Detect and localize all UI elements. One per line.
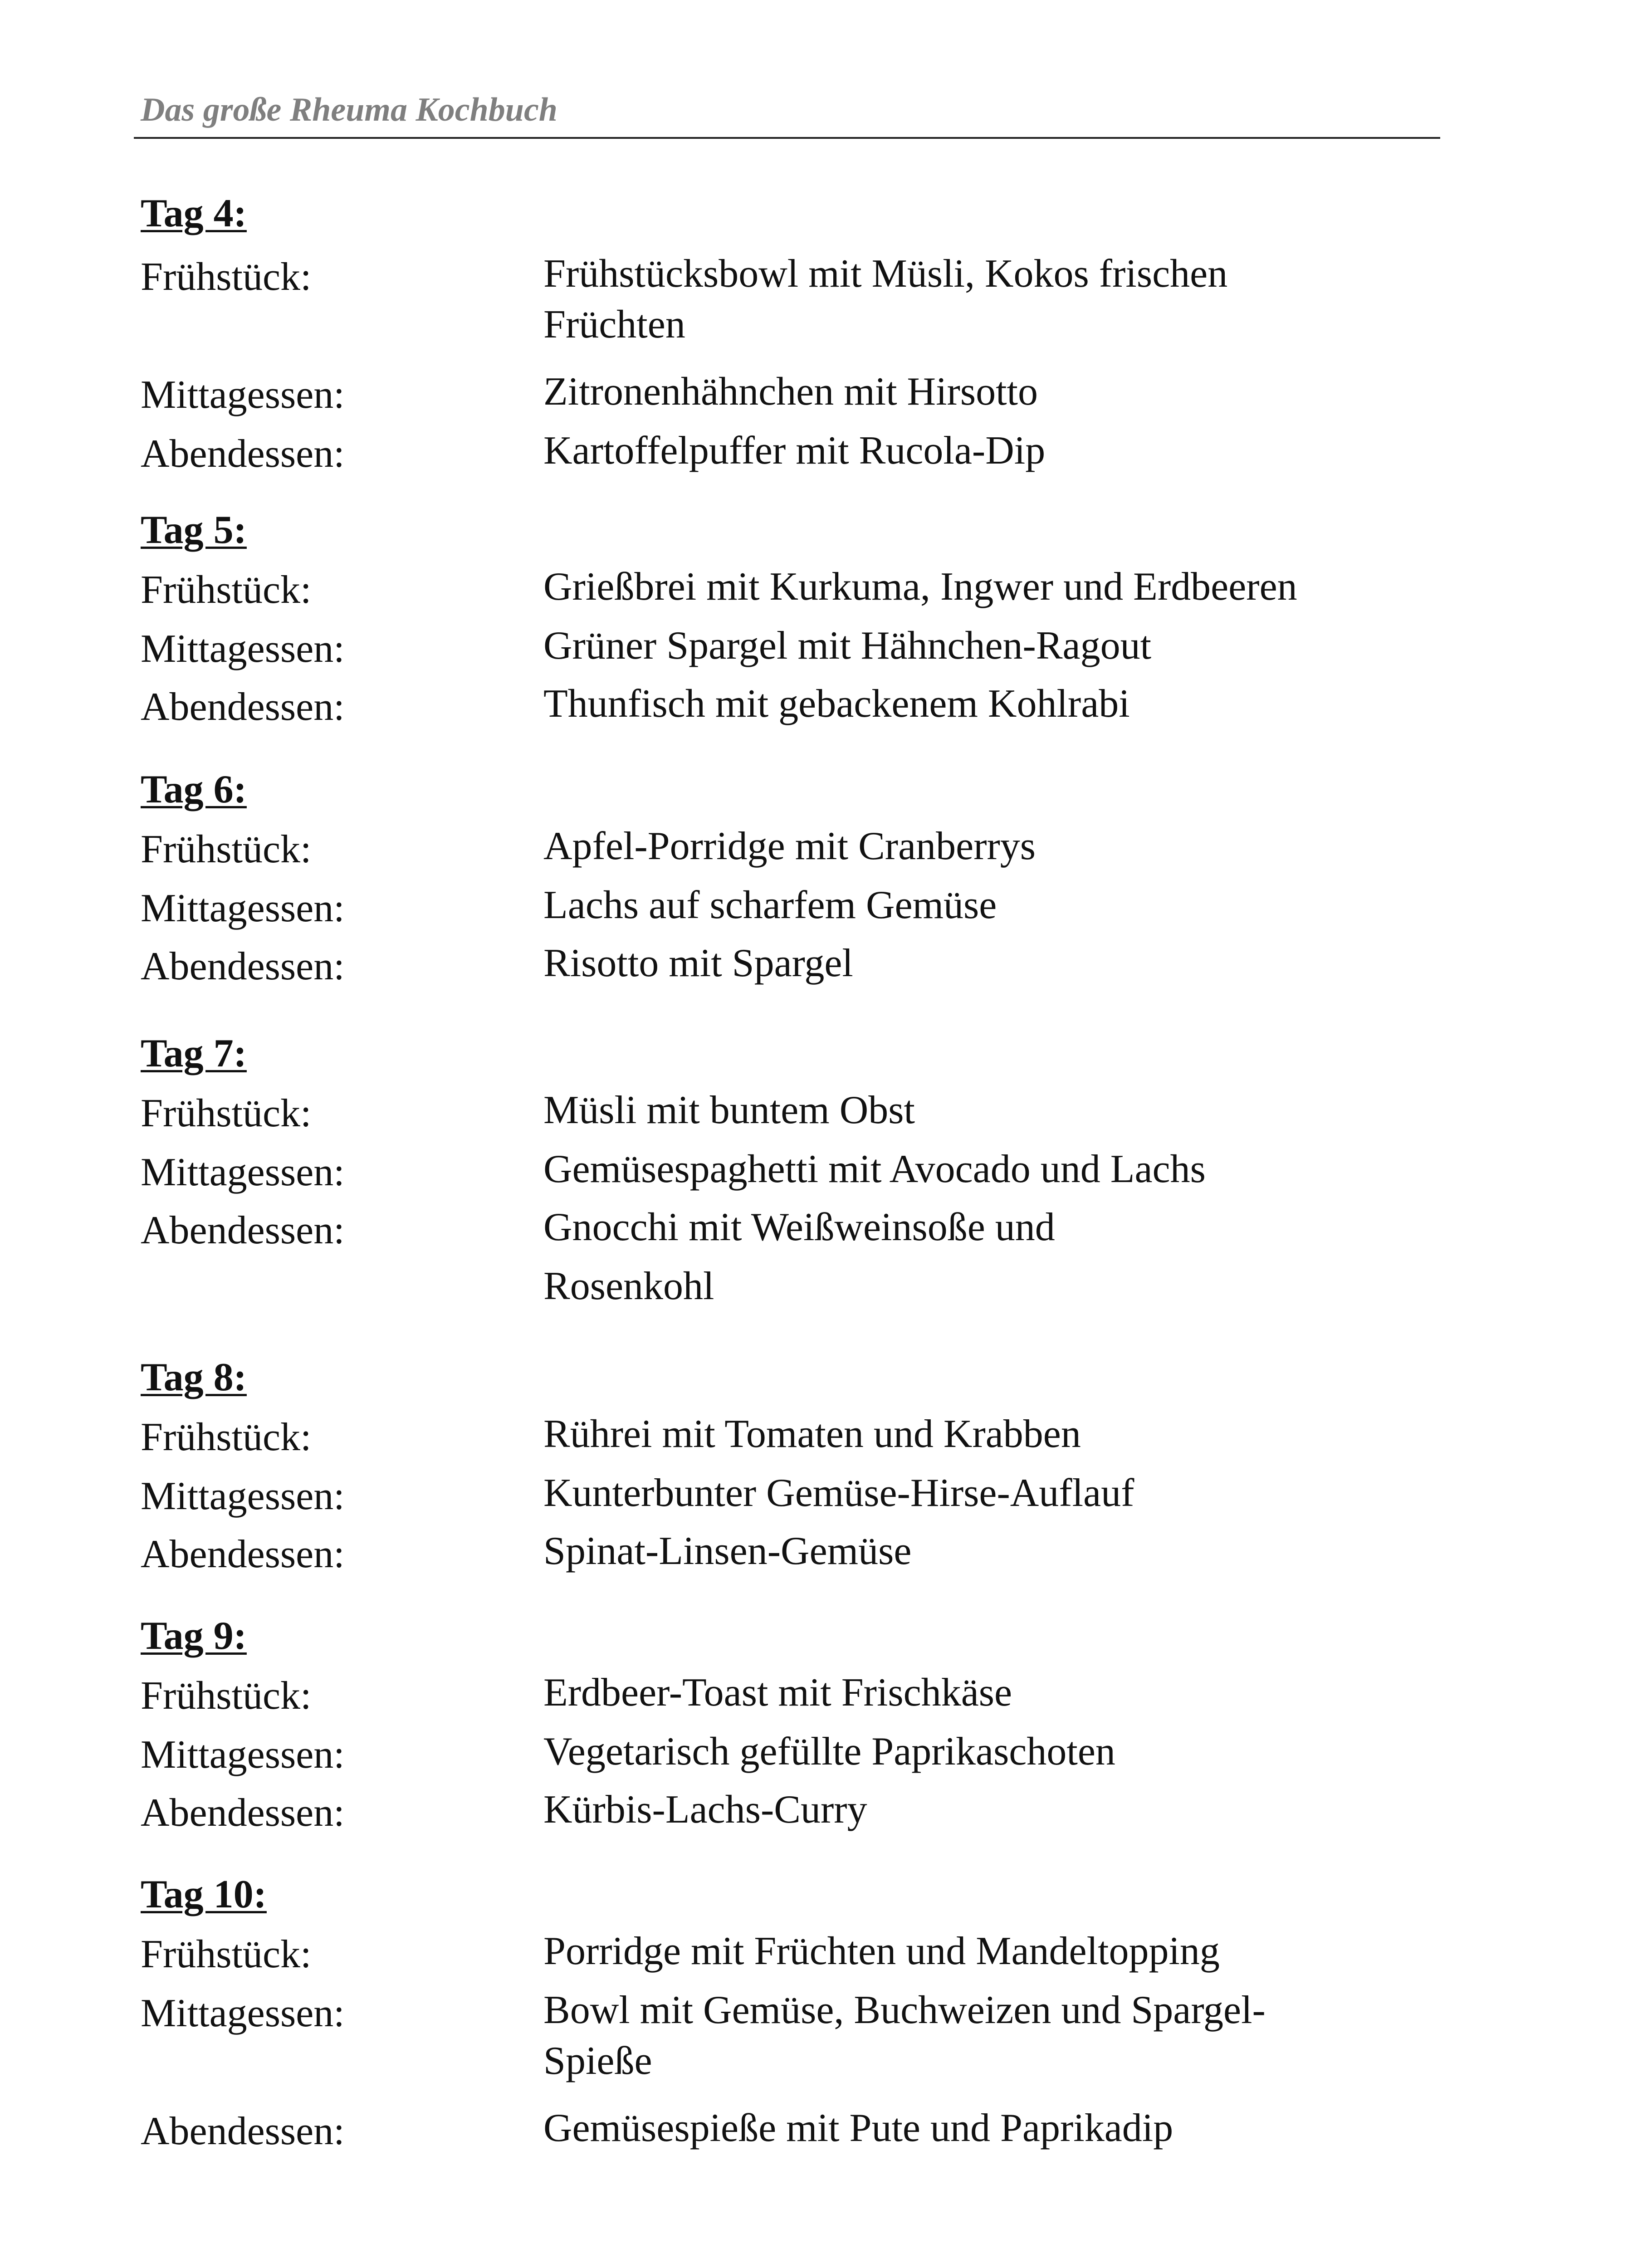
header-divider	[134, 137, 1440, 139]
meal-label: Mittagessen:	[141, 373, 345, 417]
meal-dish: Vegetarisch gefüllte Paprikaschoten	[543, 1730, 1115, 1774]
meal-label: Abendessen:	[141, 1532, 345, 1576]
meal-dish: Apfel-Porridge mit Cranberrys	[543, 824, 1036, 868]
meal-dish: Erdbeer-Toast mit Frischkäse	[543, 1671, 1012, 1715]
meal-dish: Kartoffelpuffer mit Rucola-Dip	[543, 429, 1046, 473]
day-heading: Tag 9:	[141, 1614, 247, 1658]
meal-dish: Gemüsespaghetti mit Avocado und Lachs	[543, 1147, 1206, 1191]
meal-dish: Bowl mit Gemüse, Buchweizen und Spargel-	[543, 1988, 1266, 2032]
meal-dish: Spieße	[543, 2039, 652, 2083]
meal-label: Frühstück:	[141, 827, 312, 871]
day-heading: Tag 8:	[141, 1355, 247, 1399]
meal-label: Mittagessen:	[141, 1733, 345, 1777]
meal-dish: Risotto mit Spargel	[543, 941, 853, 985]
day-heading: Tag 10:	[141, 1872, 267, 1916]
running-header: Das große Rheuma Kochbuch	[141, 91, 557, 128]
meal-dish: Kürbis-Lachs-Curry	[543, 1788, 867, 1832]
meal-label: Abendessen:	[141, 1208, 345, 1252]
meal-dish: Spinat-Linsen-Gemüse	[543, 1529, 912, 1573]
meal-label: Abendessen:	[141, 2109, 345, 2153]
day-heading: Tag 6:	[141, 767, 247, 811]
meal-label: Frühstück:	[141, 1932, 312, 1976]
meal-dish: Müsli mit buntem Obst	[543, 1088, 915, 1132]
day-heading: Tag 5:	[141, 508, 247, 552]
day-heading: Tag 4:	[141, 191, 247, 235]
meal-label: Mittagessen:	[141, 886, 345, 930]
meal-label: Frühstück:	[141, 1674, 312, 1718]
meal-dish: Früchten	[543, 303, 685, 347]
meal-dish: Gnocchi mit Weißweinsoße und	[543, 1205, 1055, 1249]
meal-label: Mittagessen:	[141, 627, 345, 671]
meal-dish: Frühstücksbowl mit Müsli, Kokos frischen	[543, 252, 1228, 296]
day-heading: Tag 7:	[141, 1031, 247, 1075]
meal-label: Mittagessen:	[141, 1474, 345, 1518]
meal-label: Abendessen:	[141, 685, 345, 729]
meal-label: Frühstück:	[141, 568, 312, 612]
meal-dish: Gemüsespieße mit Pute und Paprikadip	[543, 2106, 1173, 2150]
meal-dish: Rosenkohl	[543, 1264, 714, 1308]
meal-label: Abendessen:	[141, 432, 345, 476]
meal-label: Frühstück:	[141, 1091, 312, 1135]
meal-label: Abendessen:	[141, 1791, 345, 1835]
meal-dish: Zitronenhähnchen mit Hirsotto	[543, 370, 1038, 414]
meal-dish: Grießbrei mit Kurkuma, Ingwer und Erdbeeren	[543, 565, 1297, 609]
meal-dish: Porridge mit Früchten und Mandeltopping	[543, 1929, 1220, 1973]
meal-label: Frühstück:	[141, 255, 312, 299]
meal-dish: Kunterbunter Gemüse-Hirse-Auflauf	[543, 1471, 1134, 1515]
meal-label: Mittagessen:	[141, 1991, 345, 2035]
meal-dish: Grüner Spargel mit Hähnchen-Ragout	[543, 624, 1152, 668]
meal-label: Frühstück:	[141, 1415, 312, 1459]
meal-dish: Rührei mit Tomaten und Krabben	[543, 1412, 1081, 1456]
meal-dish: Lachs auf scharfem Gemüse	[543, 883, 997, 927]
meal-label: Mittagessen:	[141, 1150, 345, 1194]
meal-dish: Thunfisch mit gebackenem Kohlrabi	[543, 682, 1130, 726]
meal-label: Abendessen:	[141, 944, 345, 988]
